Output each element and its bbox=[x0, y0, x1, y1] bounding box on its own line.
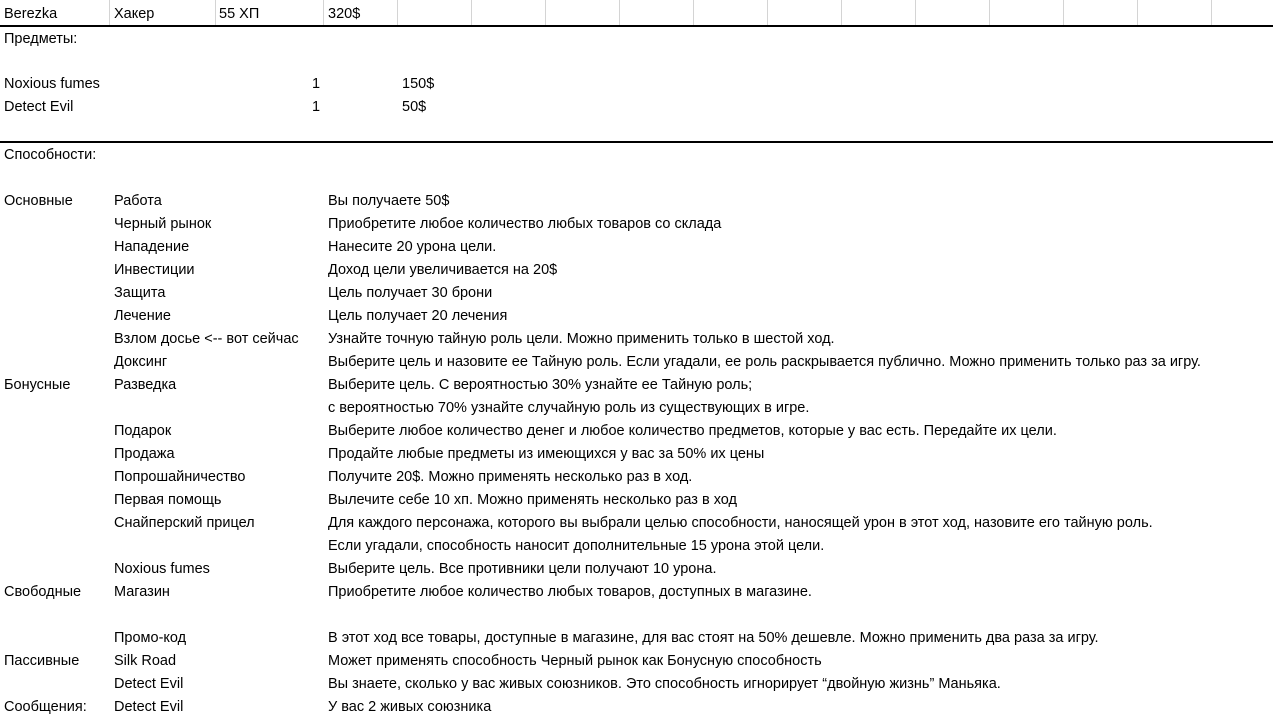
ability-name[interactable]: Магазин bbox=[114, 584, 170, 600]
ability-row bbox=[0, 328, 1273, 351]
ability-row bbox=[0, 535, 1273, 558]
ability-row bbox=[0, 466, 1273, 489]
ability-name[interactable]: Первая помощь bbox=[114, 492, 222, 508]
item-row bbox=[0, 73, 1273, 96]
item-price[interactable]: 150$ bbox=[402, 76, 435, 92]
section-divider bbox=[0, 25, 1273, 27]
abilities-title[interactable]: Способности: bbox=[4, 147, 97, 163]
ability-name[interactable]: Разведка bbox=[114, 377, 177, 393]
ability-name[interactable]: Noxious fumes bbox=[114, 561, 210, 577]
player-money[interactable]: 320$ bbox=[328, 6, 361, 22]
ability-description[interactable]: Цель получает 30 брони bbox=[328, 285, 493, 301]
player-hp[interactable]: 55 ХП bbox=[219, 6, 260, 22]
items-title-row bbox=[0, 28, 1273, 51]
ability-description[interactable]: Нанесите 20 урона цели. bbox=[328, 239, 497, 255]
ability-row bbox=[0, 236, 1273, 259]
ability-row bbox=[0, 351, 1273, 374]
ability-name[interactable]: Detect Evil bbox=[114, 699, 184, 715]
ability-row bbox=[0, 213, 1273, 236]
ability-name[interactable]: Detect Evil bbox=[114, 676, 184, 692]
ability-name[interactable]: Работа bbox=[114, 193, 162, 209]
ability-name[interactable]: Silk Road bbox=[114, 653, 177, 669]
item-row bbox=[0, 96, 1273, 119]
item-name[interactable]: Noxious fumes bbox=[4, 76, 100, 92]
ability-description[interactable]: Приобретите любое количество любых товаров, доступных в магазине. bbox=[328, 584, 812, 600]
ability-description[interactable]: Вы получаете 50$ bbox=[328, 193, 450, 209]
ability-category[interactable]: Бонусные bbox=[4, 377, 71, 393]
player-name[interactable]: Berezka bbox=[4, 6, 58, 22]
ability-row bbox=[0, 374, 1273, 397]
ability-description[interactable]: Для каждого персонажа, которого вы выбрали целью способности, наносящей урон в этот ход, назовите его тайную роль. bbox=[328, 515, 1153, 531]
ability-name[interactable]: Нападение bbox=[114, 239, 190, 255]
ability-row bbox=[0, 558, 1273, 581]
header-row bbox=[0, 3, 1273, 26]
ability-name[interactable]: Подарок bbox=[114, 423, 172, 439]
ability-description[interactable]: Выберите цель. С вероятностью 30% узнайте ее Тайную роль; bbox=[328, 377, 753, 393]
ability-row bbox=[0, 305, 1273, 328]
ability-name[interactable]: Попрошайничество bbox=[114, 469, 246, 485]
ability-description[interactable]: с вероятностью 70% узнайте случайную роль из существующих в игре. bbox=[328, 400, 810, 416]
ability-name[interactable]: Взлом досье <-- вот сейчас bbox=[114, 331, 299, 347]
ability-description[interactable]: Доход цели увеличивается на 20$ bbox=[328, 262, 558, 278]
ability-row bbox=[0, 673, 1273, 696]
ability-name[interactable]: Инвестиции bbox=[114, 262, 195, 278]
ability-row bbox=[0, 650, 1273, 673]
ability-name[interactable]: Промо-код bbox=[114, 630, 187, 646]
ability-row bbox=[0, 581, 1273, 604]
ability-description[interactable]: Узнайте точную тайную роль цели. Можно применить только в шестой ход. bbox=[328, 331, 835, 347]
ability-row bbox=[0, 696, 1273, 719]
ability-row bbox=[0, 420, 1273, 443]
ability-category[interactable]: Сообщения: bbox=[4, 699, 87, 715]
item-name[interactable]: Detect Evil bbox=[4, 99, 74, 115]
ability-description[interactable]: Выберите любое количество денег и любое количество предметов, которые у вас есть. Передайте их цели. bbox=[328, 423, 1057, 439]
ability-row bbox=[0, 512, 1273, 535]
ability-row bbox=[0, 397, 1273, 420]
ability-name[interactable]: Доксинг bbox=[114, 354, 168, 370]
ability-category[interactable]: Пассивные bbox=[4, 653, 80, 669]
ability-row bbox=[0, 604, 1273, 627]
ability-category[interactable]: Свободные bbox=[4, 584, 82, 600]
ability-name[interactable]: Лечение bbox=[114, 308, 171, 324]
ability-category[interactable]: Основные bbox=[4, 193, 73, 209]
ability-description[interactable]: Выберите цель и назовите ее Тайную роль. Если угадали, ее роль раскрывается публично. Можно применить только раз за игру. bbox=[328, 354, 1201, 370]
ability-description[interactable]: В этот ход все товары, доступные в магазине, для вас стоят на 50% дешевле. Можно применить два раза за игру. bbox=[328, 630, 1099, 646]
ability-description[interactable]: Вы знаете, сколько у вас живых союзников. Это способность игнорирует “двойную жизнь” Маньяка. bbox=[328, 676, 1001, 692]
item-qty[interactable]: 1 bbox=[312, 76, 321, 92]
ability-description[interactable]: Может применять способность Черный рынок как Бонусную способность bbox=[328, 653, 822, 669]
ability-name[interactable]: Защита bbox=[114, 285, 166, 301]
ability-description[interactable]: Получите 20$. Можно применять несколько раз в ход. bbox=[328, 469, 693, 485]
ability-name[interactable]: Снайперский прицел bbox=[114, 515, 255, 531]
ability-row bbox=[0, 190, 1273, 213]
ability-row bbox=[0, 489, 1273, 512]
ability-row bbox=[0, 627, 1273, 650]
ability-description[interactable]: Вылечите себе 10 хп. Можно применять несколько раз в ход bbox=[328, 492, 737, 508]
abilities-title-row bbox=[0, 144, 1273, 167]
section-divider bbox=[0, 141, 1273, 143]
ability-row bbox=[0, 443, 1273, 466]
ability-description[interactable]: Приобретите любое количество любых товаров со склада bbox=[328, 216, 722, 232]
ability-row bbox=[0, 282, 1273, 305]
ability-row bbox=[0, 259, 1273, 282]
ability-description[interactable]: Продайте любые предметы из имеющихся у вас за 50% их цены bbox=[328, 446, 765, 462]
items-title[interactable]: Предметы: bbox=[4, 31, 78, 47]
item-price[interactable]: 50$ bbox=[402, 99, 427, 115]
ability-name[interactable]: Черный рынок bbox=[114, 216, 212, 232]
ability-description[interactable]: Если угадали, способность наносит дополнительные 15 урона этой цели. bbox=[328, 538, 825, 554]
item-qty[interactable]: 1 bbox=[312, 99, 321, 115]
player-role[interactable]: Хакер bbox=[114, 6, 155, 22]
ability-description[interactable]: Цель получает 20 лечения bbox=[328, 308, 508, 324]
ability-description[interactable]: Выберите цель. Все противники цели получают 10 урона. bbox=[328, 561, 717, 577]
ability-name[interactable]: Продажа bbox=[114, 446, 175, 462]
ability-description[interactable]: У вас 2 живых союзника bbox=[328, 699, 492, 715]
